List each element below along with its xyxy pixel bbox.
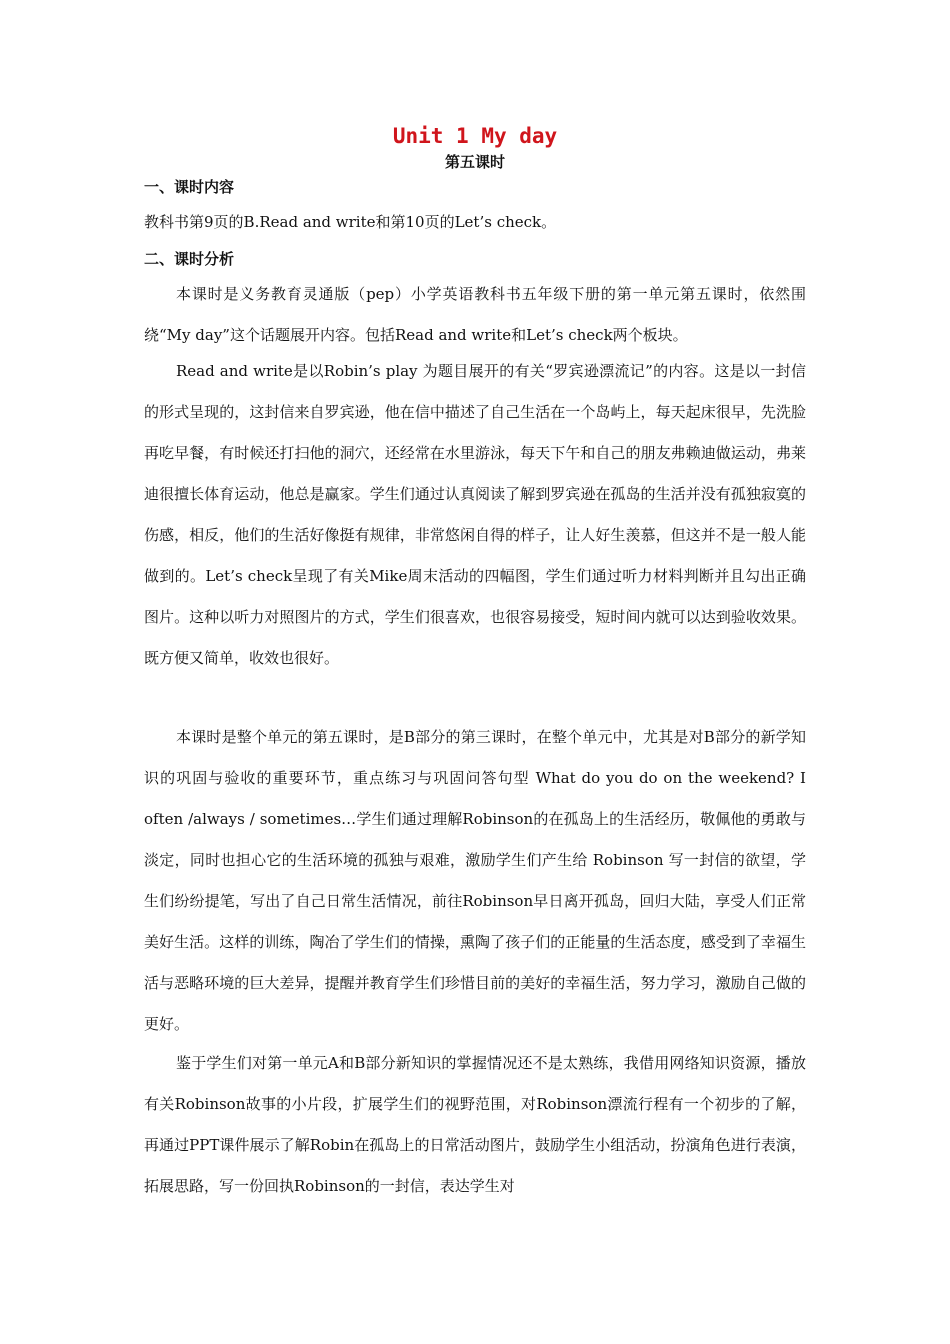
analysis-paragraph-4: 鉴于学生们对第一单元A和B部分新知识的掌握情况还不是太熟练，我借用网络知识资源，播放有关Robinson故事的小片段，扩展学生们的视野范围，对Robinson漂流行程有一个初步的了解，再通过PPT课件展示了解Robin在孤岛上的日常活动图片，鼓励学生小组活动，扮演角色进行表演，拓展思路，写一份回执Robinson的一封信，表达学生对 [144, 1054, 806, 1195]
analysis-paragraph-2: Read and write是以Robin’s play 为题目展开的有关“罗宾逊漂流记”的内容。这是以一封信的形式呈现的，这封信来自罗宾逊，他在信中描述了自己生活在一个岛屿上，每天起床很早，先洗脸再吃早餐，有时候还打扫他的洞穴，还经常在水里游泳，每天下午和自己的朋友弗赖迪做运动，弗莱迪很擅长体育运动，他总是赢家。学生们通过认真阅读了解到罗宾逊在孤岛的生活并没有孤独寂寞的伤感，相反，他们的生活好像挺有规律，非常悠闲自得的样子，让人好生羡慕，但这并不是一般人能做到的。Let’s check呈现了有关Mike周末活动的四幅图，学生们通过听力材料判断并且勾出正确图片。这种以听力对照图片的方式，学生们很喜欢，也很容易接受，短时间内就可以达到验收效果。既方便又简单，收效也很好。 [144, 362, 806, 667]
section-heading-lesson-content: 一、课时内容 [144, 178, 235, 196]
lesson-content-text: 教科书第9页的B.Read and write和第10页的Let’s check。 [144, 213, 557, 231]
analysis-paragraph-1: 本课时是义务教育灵通版（pep）小学英语教科书五年级下册的第一单元第五课时，依然围绕“My day”这个话题展开内容。包括Read and write和Let’s check两个板块。 [144, 285, 806, 344]
section-heading-lesson-analysis: 二、课时分析 [144, 250, 235, 268]
document-title: Unit 1 My day [392, 124, 558, 148]
analysis-paragraph-3: 本课时是整个单元的第五课时，是B部分的第三课时，在整个单元中，尤其是对B部分的新学知识的巩固与验收的重要环节，重点练习与巩固问答句型 What do you do on the weekend? I often /always / sometimes…学生们通过理解Robinson的在孤岛上的生活经历，敬佩他的勇敢与淡定，同时也担心它的生活环境的孤独与艰难，激励学生们产生给 Robinson 写一封信的欲望，学生们纷纷提笔，写出了自己日常生活情况，前往Robinson早日离开孤岛，回归大陆，享受人们正常美好生活。这样的训练，陶冶了学生们的情操，熏陶了孩子们的正能量的生活态度，感受到了幸福生活与恶略环境的巨大差异，提醒并教育学生们珍惜目前的美好的幸福生活，努力学习，激励自己做的更好。 [144, 728, 806, 1033]
lesson-subtitle: 第五课时 [444, 153, 505, 171]
